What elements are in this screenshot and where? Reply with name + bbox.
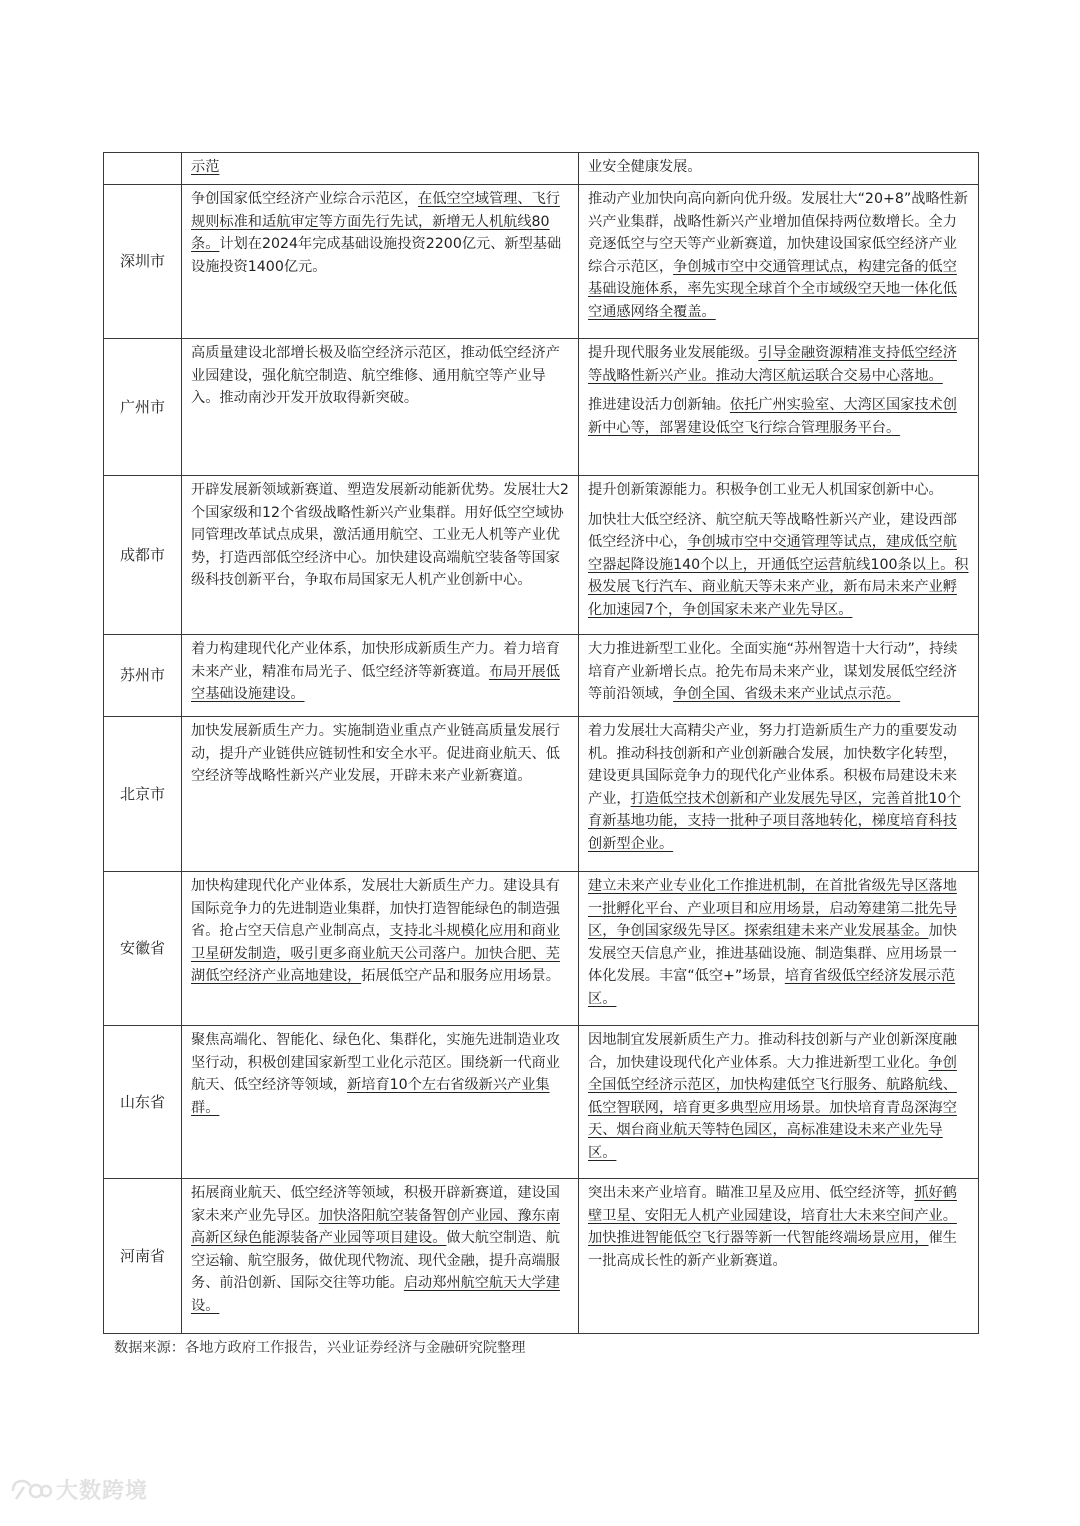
underlined-text: 示范 (191, 159, 220, 175)
city-cell (104, 153, 182, 185)
text: 大力推进新型工业化。全面实施“苏州智造十大行动”，持续培育产业新增长点。抢先布局未来产业，谋划发展低空经济等前沿领域， (588, 641, 958, 703)
underlined-text: 新培育10个左右省级新兴产业集群。 (191, 1077, 550, 1116)
col1-cell (182, 476, 579, 635)
text: 推进建设活力创新轴。 (588, 397, 730, 414)
text: 争创国家低空经济产业综合示范区， (191, 191, 419, 207)
paragraph (191, 1029, 571, 1119)
city-cell: 苏州市 (104, 635, 182, 717)
paragraph (588, 394, 971, 439)
policy-table (103, 152, 979, 1334)
city-cell: 深圳市 (104, 185, 182, 339)
paragraph (191, 875, 571, 988)
col1-cell (182, 872, 579, 1026)
text: 着力发展壮大高精尖产业，努力打造新质生产力的重要发动机。推动科技创新和产业创新融合发展，加快数字化转型，建设更具国际竞争力的现代化产业体系。积极布局建设未来产业， (588, 723, 957, 807)
col2-cell (579, 717, 979, 872)
col1-cell (182, 717, 579, 872)
paragraph (191, 342, 571, 410)
paragraph (191, 479, 571, 592)
col2-cell (579, 153, 979, 185)
paragraph (588, 638, 971, 706)
underlined-text: 启动郑州航空航天大学建设。 (191, 1275, 560, 1314)
underlined-text: 依托广州实验室、大湾区国家技术创新中心等，部署建设低空飞行综合管理服务平台。 (588, 397, 957, 436)
paragraph (191, 720, 571, 788)
text: 加快发展空天信息产业，推进基础设施、制造集群、应用场景一体化发展。丰富“低空+”场景， (588, 923, 957, 985)
text: 提升创新策源能力。积极争创工业无人机国家创新中心。 (588, 482, 943, 498)
text: 计划在2024年完成基础设施投资2200亿元、新型基础设施投资1400亿元。 (191, 236, 562, 275)
text: 业安全健康发展。 (588, 159, 702, 175)
text: 拓展低空产品和服务应用场景。 (361, 968, 560, 985)
paragraph (191, 1182, 571, 1318)
text: 催生一批高成长性的新产业新赛道。 (588, 1230, 957, 1269)
underlined-text: 建立未来产业专业化工作推进机制，在首批省级先导区落地一批孵化平台、产业项目和应用场景，启动筹建第二批先导区，争创国家级先导区。 (588, 878, 957, 940)
watermark-text: 大数跨境 (56, 1479, 149, 1504)
col2-cell (579, 476, 979, 635)
paragraph (191, 638, 571, 706)
underlined-text: 加快合肥、芜湖低空经济产业高地建设， (191, 945, 560, 985)
brand-logo-icon (10, 1477, 52, 1503)
paragraph (588, 479, 971, 502)
underlined-text: 培育省级低空经济发展示范区。 (588, 968, 956, 1007)
underlined-text: 探索组建未来产业发展基金。 (744, 923, 929, 940)
text: 着力构建现代化产业体系，加快形成新质生产力。着力培育未来产业，精准布局光子、低空经济等新赛道。 (191, 641, 560, 680)
text: 推动产业加快向高向新向优升级。发展壮大“20+8”战略性新兴产业集群，战略性新兴产业增加值保持两位数增长。全力竞逐低空与空天等产业新赛道，加快建设国家低空经济产业综合示范区， (588, 191, 968, 275)
text: 聚焦高端化、智能化、绿色化、集群化，实施先进制造业攻坚行动，积极创建国家新型工业化示范区。围绕新一代商业航天、低空经济等领域， (191, 1032, 560, 1094)
underlined-text: 争创城市空中交通管理等试点，建成低空航空器起降设施140个以上，开通低空运营航线100条以上。积极发展飞行汽车、商业航天等未来产业，新布局未来产业孵化加速园7个，争创国家未来产业先导区。 (588, 534, 969, 618)
city-cell: 安徽省 (104, 872, 182, 1026)
col2-cell (579, 339, 979, 476)
col1-cell (182, 339, 579, 476)
col2-cell (579, 1026, 979, 1179)
col2-cell (579, 635, 979, 717)
col2-cell (579, 872, 979, 1026)
underlined-text: 支持北斗规模化应用和商业卫星研发制造，吸引更多商业航天公司落户。 (191, 923, 560, 962)
source-note: 数据来源：各地方政府工作报告，兴业证券经济与金融研究院整理 (114, 1340, 526, 1356)
text: 做大航空制造、航空运输、航空服务，做优现代物流、现代金融，提升高端服务、前沿创新、国际交往等功能。 (191, 1230, 560, 1292)
col2-cell (579, 1179, 979, 1334)
underlined-text: 布局开展低空基础设施建设。 (191, 663, 560, 703)
watermark (10, 1474, 148, 1505)
city-cell: 北京市 (104, 717, 182, 872)
text: 加快壮大低空经济、航空航天等战略性新兴产业，建设西部低空经济中心， (588, 511, 957, 551)
paragraph (588, 720, 971, 856)
paragraph (588, 875, 971, 1011)
col1-cell (182, 1026, 579, 1179)
city-cell: 河南省 (104, 1179, 182, 1334)
underlined-text: 打造低空技术创新和产业发展先导区，完善首批10个育新基地功能，支持一批种子项目落地转化，梯度培育科技创新型企业。 (588, 790, 961, 852)
underlined-text: 争创全国低空经济示范区，加快构建低空飞行服务、航路航线、低空智联网，培育更多典型应用场景。加快培育青岛深海空天、烟台商业航天等特色园区，高标准建设未来产业先导区。 (588, 1054, 957, 1161)
col1-cell (182, 635, 579, 717)
paragraph (588, 156, 971, 179)
col1-cell (182, 185, 579, 339)
city-cell: 广州市 (104, 339, 182, 476)
underlined-text: 争创全国、省级未来产业试点示范。 (673, 686, 901, 703)
city-cell: 成都市 (104, 476, 182, 635)
col1-cell (182, 1179, 579, 1334)
paragraph (588, 509, 971, 622)
paragraph (588, 188, 971, 324)
text: 开辟发展新领域新赛道、塑造发展新动能新优势。发展壮大2个国家级和12个省级战略性新兴产业集群。用好低空空域协同管理改革试点成果，激活通用航空、工业无人机等产业优势，打造西部低空经济中心。加快建设高端航空装备等国家级科技创新平台，争取布局国家无人机产业创新中心。 (191, 482, 569, 589)
paragraph (191, 188, 571, 278)
text: 高质量建设北部增长极及临空经济示范区，推动低空经济产业园建设，强化航空制造、航空维修、通用航空等产业导入。推动南沙开发开放取得新突破。 (191, 345, 560, 407)
text: 加快发展新质生产力。实施制造业重点产业链高质量发展行动，提升产业链供应链韧性和安全水平。促进商业航天、低空经济等战略性新兴产业发展，开辟未来产业新赛道。 (191, 723, 560, 785)
col1-cell (182, 153, 579, 185)
underlined-text: 争创城市空中交通管理试点，构建完备的低空基础设施体系，率先实现全球首个全市域级空天地一体化低空通感网络全覆盖。 (588, 258, 957, 320)
underlined-text: 引导金融资源精准支持低空经济等战略性新兴产业。 (588, 345, 957, 384)
text: 提升现代服务业发展能级。 (588, 345, 759, 361)
city-cell: 山东省 (104, 1026, 182, 1179)
paragraph (191, 156, 571, 179)
text: 拓展商业航天、低空经济等领域，积极开辟新赛道，建设国家未来产业先导区。 (191, 1185, 560, 1224)
paragraph (588, 1182, 971, 1272)
underlined-text: 推动大湾区航运联合交易中心落地。 (715, 367, 943, 384)
text: 加快构建现代化产业体系，发展壮大新质生产力。建设具有国际竞争力的先进制造业集群，加快打造智能绿色的制造强省。抢占空天信息产业制高点， (191, 878, 560, 940)
paragraph (588, 1029, 971, 1165)
col2-cell (579, 185, 979, 339)
underlined-text: 抓好鹤壁卫星、安阳无人机产业园建设，培育壮大未来空间产业。加快推进智能低空飞行器等新一代智能终端场景应用， (588, 1185, 957, 1247)
text: 突出未来产业培育。瞄准卫星及应用、低空经济等， (588, 1185, 915, 1201)
underlined-text: 在低空空域管理、飞行规则标准和适航审定等方面先行先试，新增无人机航线80条。 (191, 191, 560, 253)
paragraph (588, 342, 971, 387)
underlined-text: 加快洛阳航空装备智创产业园、豫东南高新区绿色能源装备产业园等项目建设。 (191, 1207, 560, 1247)
text: 因地制宜发展新质生产力。推动科技创新与产业创新深度融合，加快建设现代化产业体系。大力推进新型工业化。 (588, 1032, 957, 1071)
